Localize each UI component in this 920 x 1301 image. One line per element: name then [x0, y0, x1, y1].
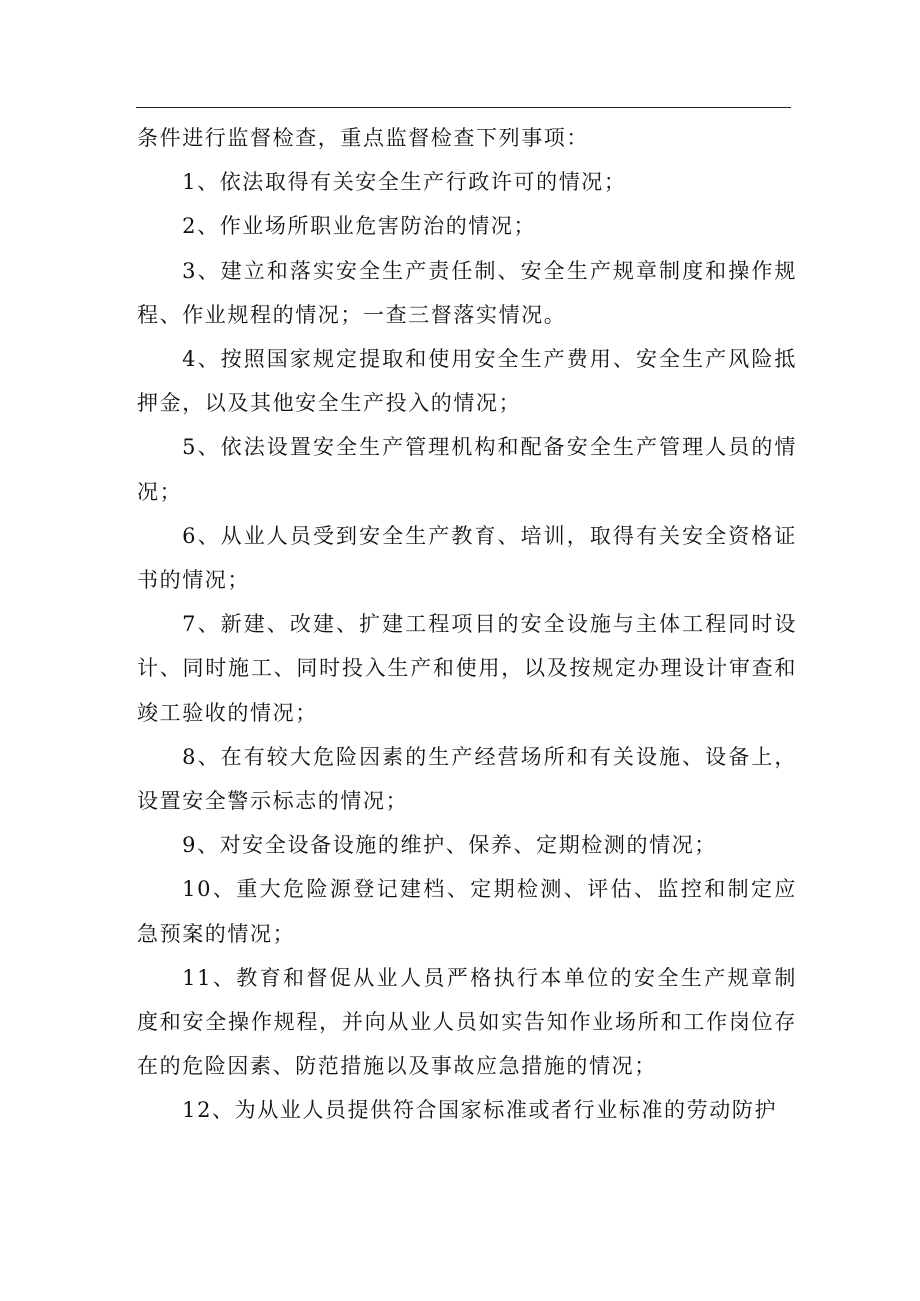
- item-2: 2、作业场所职业危害防治的情况；: [182, 214, 537, 239]
- item-3: 3、建立和落实安全生产责任制、安全生产规章制度和操作规程、作业规程的情况；一查三督落实情况。: [137, 258, 797, 327]
- intro-paragraph: 条件进行监督检查，重点监督检查下列事项：: [137, 126, 589, 150]
- header-rule: [136, 107, 791, 108]
- item-6: 6、从业人员受到安全生产教育、培训，取得有关安全资格证书的情况；: [137, 523, 797, 593]
- item-7: 7、新建、改建、扩建工程项目的安全设施与主体工程同时设计、同时施工、同时投入生产和使用，以及按规定办理设计审查和竣工验收的情况；: [137, 612, 797, 725]
- item-11: 11、教育和督促从业人员严格执行本单位的安全生产规章制度和安全操作规程，并向从业人员如实告知作业场所和工作岗位存在的危险因素、防范措施以及事故应急措施的情况；: [137, 965, 797, 1079]
- item-9: 9、对安全设备设施的维护、保养、定期检测的情况；: [182, 833, 717, 858]
- item-8: 8、在有较大危险因素的生产经营场所和有关设施、设备上，设置安全警示标志的情况；: [137, 744, 797, 814]
- item-1: 1、依法取得有关安全生产行政许可的情况；: [182, 170, 627, 195]
- item-10: 10、重大危险源登记建档、定期检测、评估、监控和制定应急预案的情况；: [137, 877, 797, 946]
- item-12: 12、为从业人员提供符合国家标准或者行业标准的劳动防护: [182, 1098, 778, 1123]
- item-4: 4、按照国家规定提取和使用安全生产费用、安全生产风险抵押金，以及其他安全生产投入的情况；: [137, 347, 797, 416]
- document-body: [137, 116, 797, 1133]
- item-5: 5、依法设置安全生产管理机构和配备安全生产管理人员的情况；: [137, 435, 797, 504]
